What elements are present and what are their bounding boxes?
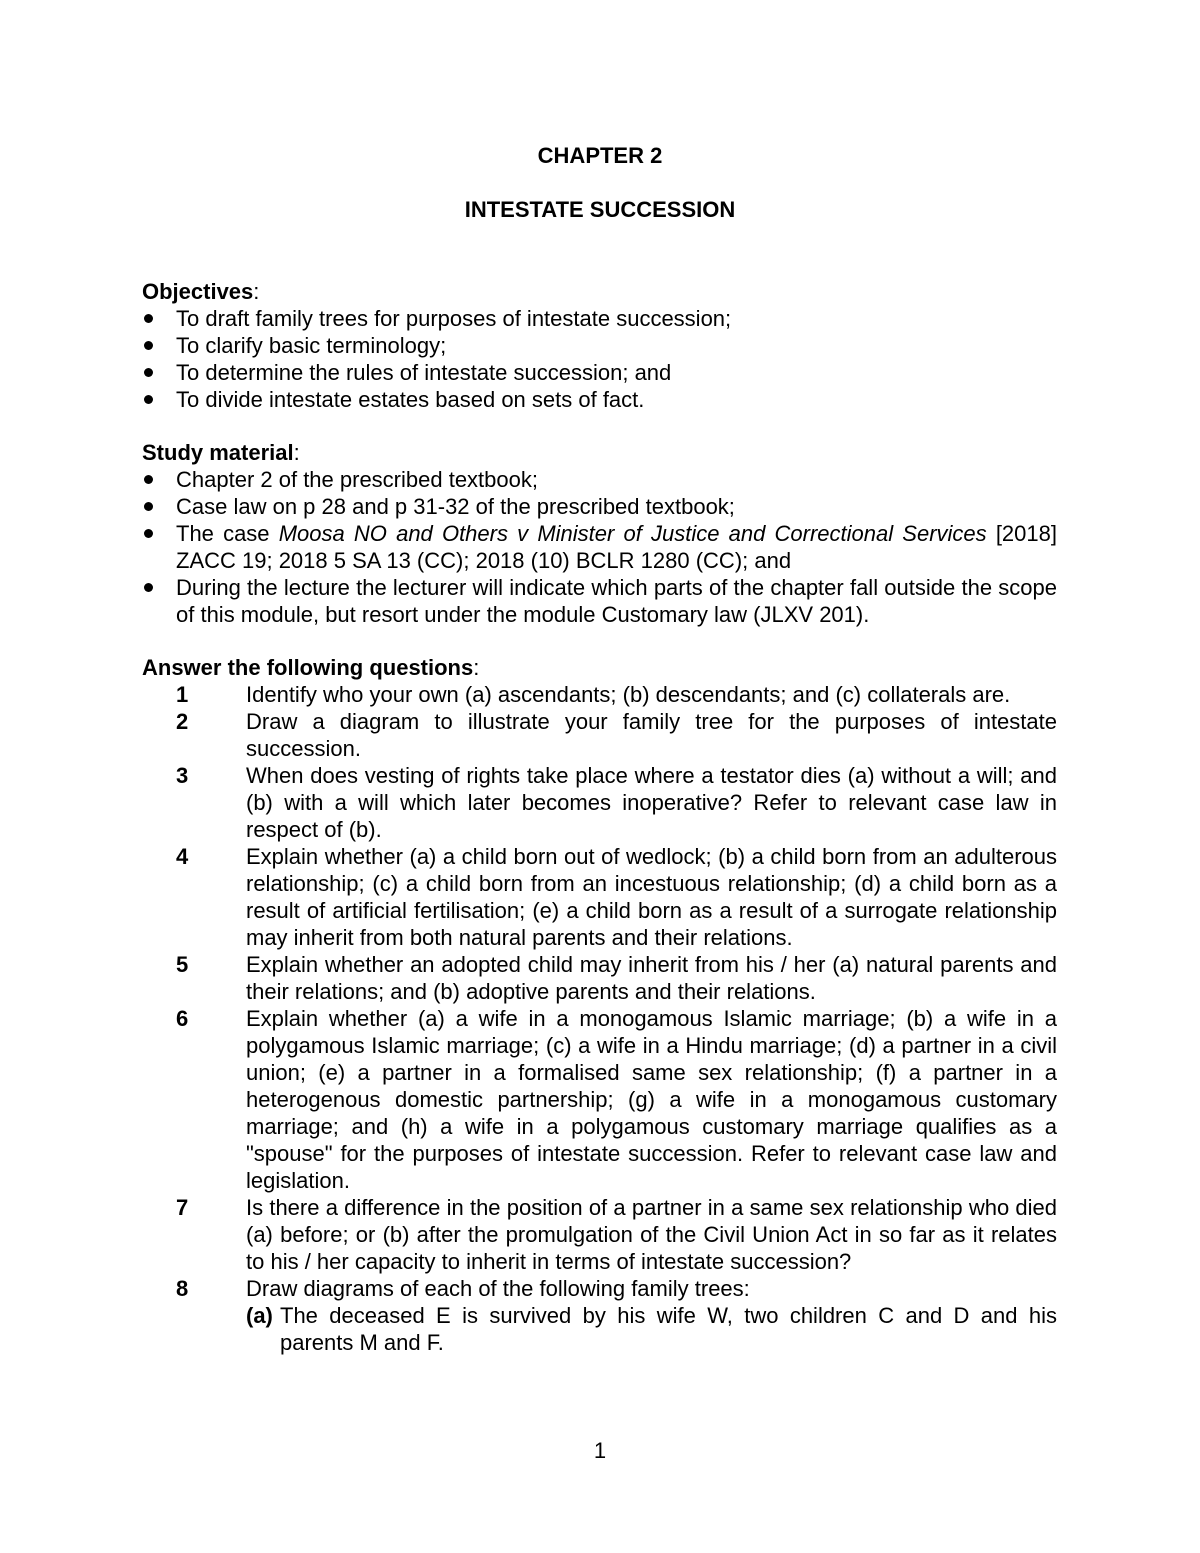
study-material-item: Chapter 2 of the prescribed textbook; xyxy=(142,466,1057,493)
study-material-item: Case law on p 28 and p 31-32 of the prescribed textbook; xyxy=(142,493,1057,520)
question-number: 5 xyxy=(176,952,189,977)
question-text: Explain whether (a) a child born out of wedlock; (b) a child born from an adulterous relationship; (c) a child born from an incestuous relationship; (d) a child born as a result of artificial fertilisation; (e) a child born as a result of a surrogate relationship may inherit from both natural parents and their relations. xyxy=(246,844,1057,950)
question-item xyxy=(142,1005,1057,1194)
study-material-case-item: The case Moosa NO and Others v Minister of Justice and Correctional Services [2018] ZACC 19; 2018 5 SA 13 (CC); 2018 (10) BCLR 1280 (CC); and xyxy=(142,520,1057,574)
question-number: 7 xyxy=(176,1195,189,1220)
question-text: Identify who your own (a) ascendants; (b) descendants; and (c) collaterals are. xyxy=(246,682,1011,707)
question-item xyxy=(142,1194,1057,1275)
question-text: Explain whether an adopted child may inherit from his / her (a) natural parents and their relations; and (b) adoptive parents and their relations. xyxy=(246,952,1057,1004)
study-material-heading: Study material: xyxy=(142,440,300,465)
document-body xyxy=(142,278,1057,1356)
question-text: Is there a difference in the position of a partner in a same sex relationship who died (a) before; or (b) after the promulgation of the Civil Union Act in so far as it relates to his / her capacity to inherit in terms of intestate succession? xyxy=(246,1195,1057,1274)
objective-item: To divide intestate estates based on sets of fact. xyxy=(142,386,1057,413)
question-item xyxy=(142,1275,1057,1356)
question-text: When does vesting of rights take place where a testator dies (a) without a will; and (b) with a will which later becomes inoperative? Refer to relevant case law in respect of (b). xyxy=(246,763,1057,842)
question-text: Draw diagrams of each of the following family trees: xyxy=(246,1276,750,1301)
question-number: 6 xyxy=(176,1006,189,1031)
objective-item: To draft family trees for purposes of intestate succession; xyxy=(142,305,1057,332)
question-item xyxy=(142,762,1057,843)
objective-item: To clarify basic terminology; xyxy=(142,332,1057,359)
questions-list xyxy=(142,681,1057,1356)
question-text: Explain whether (a) a wife in a monogamous Islamic marriage; (b) a wife in a polygamous Islamic marriage; (c) a wife in a Hindu marriage; (d) a partner in a civil union; (e) a partner in a formalised same sex relationship; (f) a partner in a heterogenous domestic partnership; (g) a wife in a monogamous customary marriage; and (h) a wife in a polygamous customary marriage qualifies as a "spouse" for the purposes of intestate succession. Refer to relevant case law and legislation. xyxy=(246,1006,1057,1193)
sub-question-text: The deceased E is survived by his wife W, two children C and D and his parents M and F. xyxy=(280,1303,1057,1355)
case-name: Moosa NO and Others v Minister of Justice and Correctional Services xyxy=(278,521,987,546)
study-material-item: During the lecture the lecturer will indicate which parts of the chapter fall outside the scope of this module, but resort under the module Customary law (JLXV 201). xyxy=(142,574,1057,628)
question-number: 8 xyxy=(176,1276,189,1301)
question-number: 3 xyxy=(176,763,189,788)
sub-question-label: (a) xyxy=(246,1303,273,1328)
question-number: 1 xyxy=(176,682,189,707)
question-number: 4 xyxy=(176,844,189,869)
chapter-title: INTESTATE SUCCESSION xyxy=(464,197,736,222)
question-item xyxy=(142,951,1057,1005)
study-material-list xyxy=(142,466,1057,628)
question-item xyxy=(142,681,1057,708)
sub-question xyxy=(246,1302,1057,1356)
question-item xyxy=(142,708,1057,762)
question-item xyxy=(142,843,1057,951)
page-number: 1 xyxy=(593,1438,607,1463)
objective-item: To determine the rules of intestate succession; and xyxy=(142,359,1057,386)
questions-heading: Answer the following questions: xyxy=(142,655,480,680)
question-text: Draw a diagram to illustrate your family tree for the purposes of intestate succession. xyxy=(246,709,1057,761)
objectives-heading: Objectives: xyxy=(142,279,260,304)
question-number: 2 xyxy=(176,709,189,734)
chapter-heading: CHAPTER 2 xyxy=(537,143,663,168)
objectives-list xyxy=(142,305,1057,413)
